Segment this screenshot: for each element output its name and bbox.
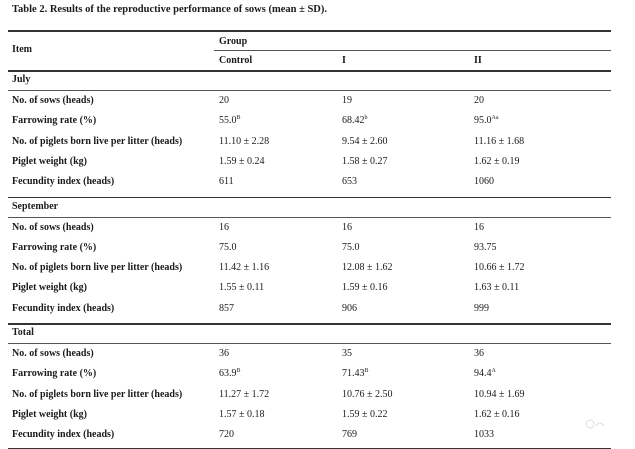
cell-control [219, 282, 264, 294]
row-item-label [12, 176, 114, 188]
row-item-label-text: Fecundity index (heads) [12, 429, 114, 440]
row-item-label [12, 136, 182, 148]
cell-group-ii-text: 10.66 ± 1.72 [474, 262, 525, 273]
cell-group-ii-superscript: Aa [492, 115, 499, 121]
cell-control [219, 222, 229, 234]
cell-control-text: 20 [219, 95, 229, 106]
section-rule-bottom [8, 90, 611, 91]
cell-group-i [342, 262, 393, 274]
cell-control [219, 176, 234, 188]
cell-group-ii-text: 1060 [474, 176, 494, 187]
row-item-label [12, 368, 96, 380]
cell-group-ii [474, 242, 497, 254]
cell-group-ii [474, 303, 489, 315]
cell-group-i-text: 35 [342, 348, 352, 359]
cell-group-i [342, 156, 388, 168]
section-title [12, 201, 58, 213]
cell-group-ii-text: 95.0 [474, 115, 492, 126]
cell-group-ii-superscript: A [492, 368, 496, 374]
header-group: Group [219, 36, 247, 48]
row-item-label-text: Fecundity index (heads) [12, 303, 114, 314]
cell-group-ii-text: 11.16 ± 1.68 [474, 136, 524, 147]
cell-group-ii-text: 10.94 ± 1.69 [474, 389, 525, 400]
cell-group-i [342, 389, 393, 401]
row-item-label [12, 222, 94, 234]
row-item-label-text: Fecundity index (heads) [12, 176, 114, 187]
cell-group-ii [474, 156, 520, 168]
cell-group-i [342, 115, 368, 127]
cell-group-i-text: 1.59 ± 0.22 [342, 409, 388, 420]
row-item-label-text: Piglet weight (kg) [12, 156, 87, 167]
row-item-label [12, 282, 87, 294]
cell-control [219, 389, 269, 401]
row-item-label-text: Piglet weight (kg) [12, 282, 87, 293]
cell-control [219, 95, 229, 107]
watermark-icon [584, 418, 606, 430]
cell-group-ii-text: 1.63 ± 0.11 [474, 282, 519, 293]
cell-control-text: 1.59 ± 0.24 [219, 156, 265, 167]
row-item-label-text: No. of sows (heads) [12, 348, 94, 359]
cell-control-text: 11.42 ± 1.16 [219, 262, 269, 273]
row-item-label-text: Farrowing rate (%) [12, 115, 96, 126]
cell-group-i [342, 222, 352, 234]
cell-control-text: 1.55 ± 0.11 [219, 282, 264, 293]
cell-control [219, 348, 229, 360]
row-item-label [12, 389, 182, 401]
row-item-label-text: Farrowing rate (%) [12, 242, 96, 253]
section-rule-bottom [8, 217, 611, 218]
row-item-label [12, 348, 94, 360]
section-rule-bottom [8, 343, 611, 344]
cell-group-i-text: 906 [342, 303, 357, 314]
row-item-label [12, 409, 87, 421]
cell-group-ii [474, 176, 494, 188]
cell-group-i-superscript: B [365, 368, 369, 374]
row-item-label-text: Piglet weight (kg) [12, 409, 87, 420]
cell-control [219, 303, 234, 315]
cell-group-ii-text: 93.75 [474, 242, 497, 253]
section-rule-top [8, 323, 611, 325]
cell-group-i-superscript: b [365, 115, 368, 121]
section-rule-top [8, 70, 611, 72]
cell-control [219, 136, 269, 148]
header-group-i: I [342, 55, 346, 67]
cell-control-superscript: B [237, 115, 241, 121]
cell-group-ii-text: 1033 [474, 429, 494, 440]
cell-control [219, 156, 265, 168]
cell-group-ii-text: 16 [474, 222, 484, 233]
row-item-label-text: No. of piglets born live per litter (heads) [12, 136, 182, 147]
cell-group-i [342, 176, 357, 188]
cell-control-text: 11.10 ± 2.28 [219, 136, 269, 147]
row-item-label-text: No. of piglets born live per litter (heads) [12, 389, 182, 400]
row-item-label [12, 156, 87, 168]
cell-group-i [342, 282, 388, 294]
cell-group-i [342, 429, 357, 441]
top-rule [8, 30, 611, 32]
cell-group-ii-text: 999 [474, 303, 489, 314]
header-group-ii: II [474, 55, 482, 67]
cell-control-text: 63.9 [219, 368, 237, 379]
cell-control [219, 115, 241, 127]
cell-group-i-text: 10.76 ± 2.50 [342, 389, 393, 400]
cell-control-text: 55.0 [219, 115, 237, 126]
cell-group-ii [474, 348, 484, 360]
cell-group-i [342, 303, 357, 315]
cell-group-ii [474, 368, 496, 380]
cell-control [219, 409, 265, 421]
row-item-label-text: No. of sows (heads) [12, 95, 94, 106]
row-item-label-text: Farrowing rate (%) [12, 368, 96, 379]
section-rule-top [8, 197, 611, 199]
cell-group-i-text: 16 [342, 222, 352, 233]
row-item-label [12, 303, 114, 315]
cell-group-ii [474, 136, 524, 148]
cell-control-text: 36 [219, 348, 229, 359]
cell-control [219, 262, 269, 274]
row-item-label-text: No. of piglets born live per litter (heads) [12, 262, 182, 273]
cell-group-ii [474, 262, 525, 274]
cell-control-text: 611 [219, 176, 234, 187]
row-item-label [12, 242, 96, 254]
cell-group-i-text: 12.08 ± 1.62 [342, 262, 393, 273]
cell-control [219, 242, 237, 254]
section-title-text: Total [12, 327, 34, 338]
section-title-text: September [12, 201, 58, 212]
cell-control [219, 429, 234, 441]
cell-group-i [342, 136, 388, 148]
cell-control-text: 857 [219, 303, 234, 314]
cell-control [219, 368, 241, 380]
cell-group-i [342, 409, 388, 421]
cell-group-i [342, 242, 360, 254]
cell-group-ii [474, 282, 519, 294]
cell-group-i-text: 75.0 [342, 242, 360, 253]
cell-group-ii [474, 95, 484, 107]
cell-control-text: 11.27 ± 1.72 [219, 389, 269, 400]
row-item-label [12, 95, 94, 107]
row-item-label [12, 115, 96, 127]
header-item: Item [12, 44, 32, 56]
cell-group-ii [474, 222, 484, 234]
cell-group-i-text: 9.54 ± 2.60 [342, 136, 388, 147]
cell-group-ii-text: 94.4 [474, 368, 492, 379]
section-title [12, 327, 34, 339]
cell-group-i-text: 71.43 [342, 368, 365, 379]
section-title-text: July [12, 74, 30, 85]
table-caption: Table 2. Results of the reproductive performance of sows (mean ± SD). [12, 4, 327, 15]
cell-control-text: 720 [219, 429, 234, 440]
cell-group-ii [474, 115, 499, 127]
cell-group-ii [474, 429, 494, 441]
cell-group-i-text: 68.42 [342, 115, 365, 126]
section-title [12, 74, 30, 86]
cell-group-i-text: 653 [342, 176, 357, 187]
group-rule [214, 50, 611, 51]
cell-control-superscript: B [237, 368, 241, 374]
cell-group-ii-text: 1.62 ± 0.19 [474, 156, 520, 167]
row-item-label [12, 262, 182, 274]
cell-group-ii [474, 389, 525, 401]
cell-group-i [342, 368, 369, 380]
cell-group-ii [474, 409, 520, 421]
header-control: Control [219, 55, 252, 67]
cell-group-i-text: 1.58 ± 0.27 [342, 156, 388, 167]
cell-control-text: 75.0 [219, 242, 237, 253]
cell-group-i-text: 1.59 ± 0.16 [342, 282, 388, 293]
cell-group-i [342, 95, 352, 107]
cell-group-ii-text: 1.62 ± 0.16 [474, 409, 520, 420]
cell-group-i [342, 348, 352, 360]
cell-group-i-text: 19 [342, 95, 352, 106]
cell-group-ii-text: 36 [474, 348, 484, 359]
cell-group-ii-text: 20 [474, 95, 484, 106]
cell-control-text: 16 [219, 222, 229, 233]
cell-control-text: 1.57 ± 0.18 [219, 409, 265, 420]
row-item-label-text: No. of sows (heads) [12, 222, 94, 233]
cell-group-i-text: 769 [342, 429, 357, 440]
row-item-label [12, 429, 114, 441]
